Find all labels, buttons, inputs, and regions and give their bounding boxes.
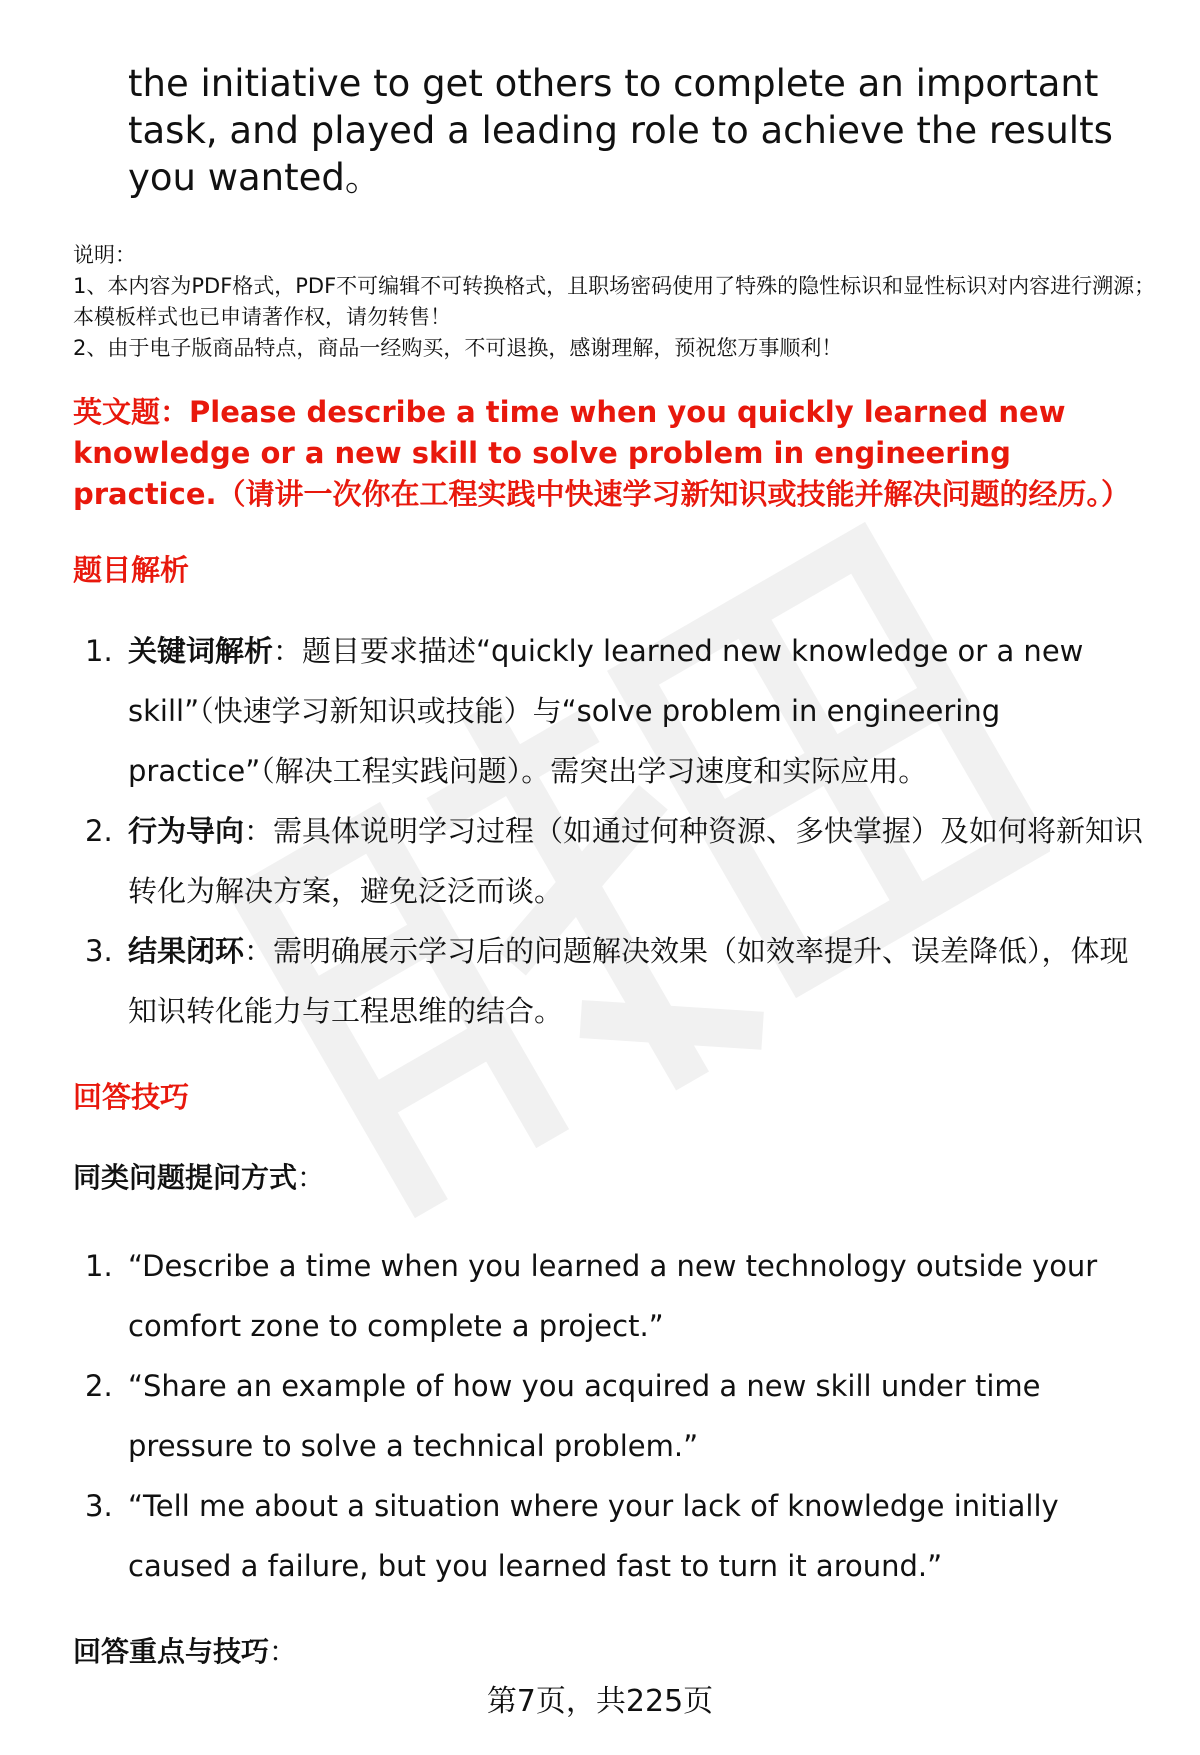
list-item [73, 621, 1153, 801]
notes-heading: 说明： [73, 243, 136, 267]
list-item-keyword: 关键词解析 [128, 634, 274, 668]
list-item-text: ：需具体说明学习过程（如通过何种资源、多快掌握）及如何将新知识转化为解决方案，避免泛泛而谈。 [128, 814, 1144, 908]
list-item-text: “Share an example of how you acquired a new skill under time pressure to solve a technical problem.” [128, 1369, 1041, 1463]
list-item-number: 2. [85, 1369, 113, 1403]
analysis-section-title: 题目解析 [73, 553, 190, 587]
previous-answer-tail: the initiative to get others to complete an important task, and played a leading role to achieve the results you wanted。 [128, 62, 1113, 199]
notes-line-2: 2、由于电子版商品特点，商品一经购买，不可退换，感谢理解，预祝您万事顺利！ [73, 336, 843, 360]
tips-section-title: 回答技巧 [73, 1080, 190, 1114]
list-item-text: “Tell me about a situation where your lack of knowledge initially caused a failure, but you learned fast to turn it around.” [128, 1489, 1059, 1583]
list-item-keyword: 结果闭环 [128, 934, 245, 968]
notes-block [73, 240, 1163, 364]
analysis-list [73, 621, 1153, 1041]
list-item-number: 2. [85, 814, 113, 848]
list-item-text: ：需明确展示学习后的问题解决效果（如效率提升、误差降低），体现知识转化能力与工程思维的结合。 [128, 934, 1129, 1028]
similar-questions-title-colon: ： [297, 1161, 326, 1194]
list-item [73, 1476, 1153, 1596]
question-heading: 英文题：Please describe a time when you quickly learned new knowledge or a new skill to solve problem in engineering practice.（请讲一次你在工程实践中快速学习新知识或技能并解决问题的经历。） [73, 395, 1131, 511]
list-item [73, 801, 1153, 921]
similar-questions-title-text: 同类问题提问方式 [73, 1161, 298, 1194]
page-number-footer: 第7页，共225页 [486, 1684, 714, 1719]
list-item-number: 1. [85, 1249, 113, 1283]
answer-focus-title-text: 回答重点与技巧 [73, 1635, 270, 1668]
list-item [73, 1356, 1153, 1476]
list-item-text: “Describe a time when you learned a new technology outside your comfort zone to complete a project.” [128, 1249, 1098, 1343]
list-item-number: 1. [85, 634, 113, 668]
answer-focus-title-colon: ： [269, 1635, 298, 1668]
notes-line-1: 1、本内容为PDF格式，PDF不可编辑不可转换格式，且职场密码使用了特殊的隐性标识和显性标识对内容进行溯源；本模板样式也已申请著作权，请勿转售！ [73, 274, 1156, 329]
similar-questions-title [73, 1156, 325, 1196]
list-item-keyword: 行为导向 [128, 814, 245, 848]
answer-focus-title [73, 1630, 297, 1670]
list-item-number: 3. [85, 1489, 113, 1523]
list-item-number: 3. [85, 934, 113, 968]
list-item-text: ：题目要求描述“quickly learned new knowledge or a new skill”（快速学习新知识或技能）与“solve problem in engineering practice”（解决工程实践问题）。需突出学习速度和实际应用。 [128, 634, 1084, 788]
list-item [73, 1236, 1153, 1356]
list-item [73, 921, 1153, 1041]
similar-questions-list [73, 1236, 1153, 1596]
